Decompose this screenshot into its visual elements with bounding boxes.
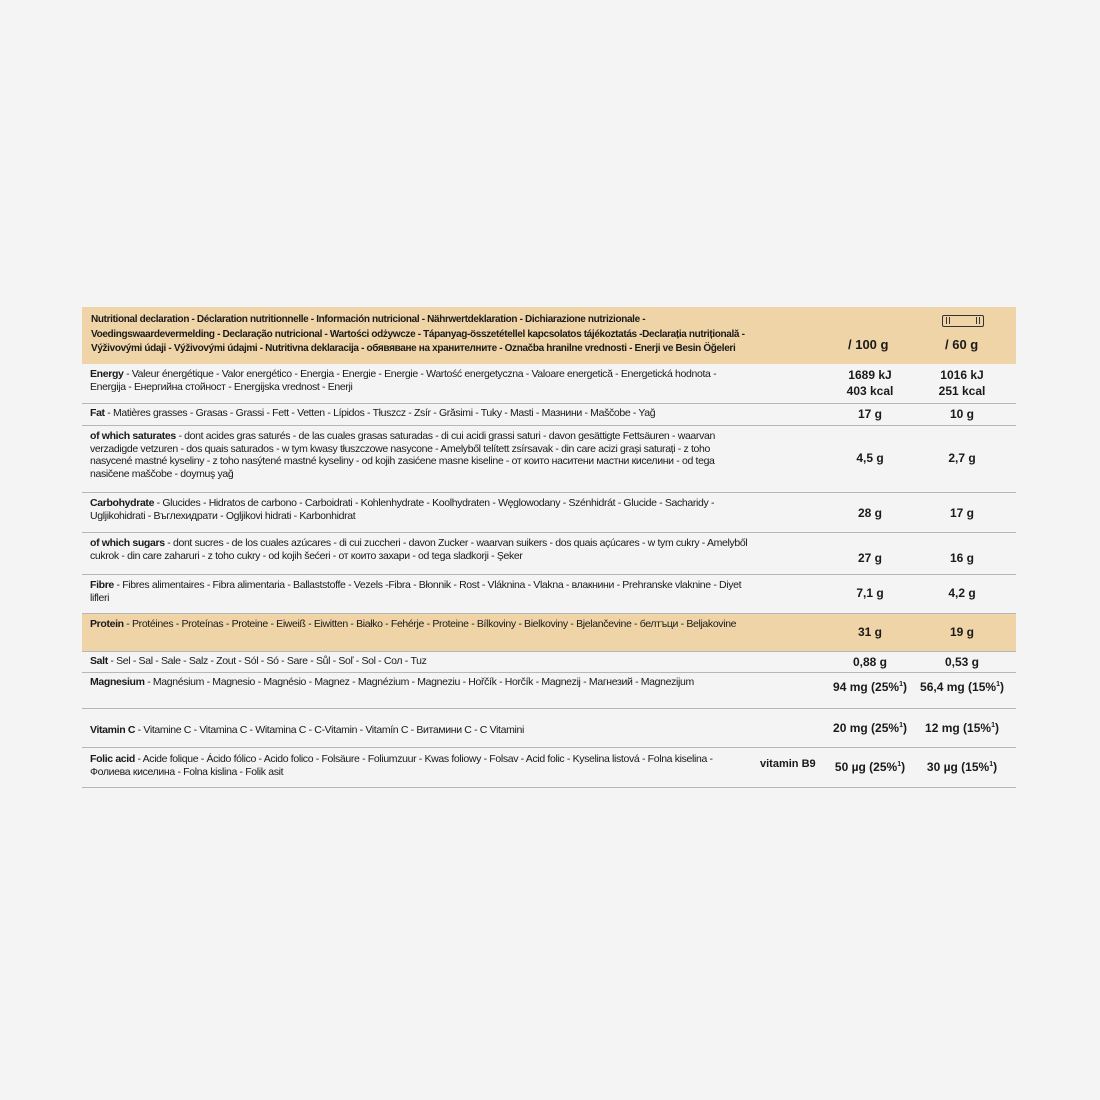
- value-per-60g: 4,2 g: [948, 586, 976, 600]
- nutrient-translations: - Glucides - Hidratos de carbono - Carboidrati - Kohlenhydrate - Koolhydraten - Węglowodany - Szénhidrát - Glucide - Sacharidy - Ugljikohidrati - Въглехидрати - Ogljikovi hidrati - Karbonhidrat: [90, 497, 715, 522]
- nutrient-name: Carbohydrate: [90, 497, 155, 509]
- table-row-energy: [82, 364, 1016, 404]
- nutrient-name: of which saturates: [90, 430, 176, 442]
- table-row-salt: [82, 652, 1016, 673]
- value-per-60g: 17 g: [949, 506, 974, 520]
- row-label: [90, 724, 750, 737]
- value-per-60g: 10 g: [949, 407, 974, 421]
- nutrient-name: Fibre: [90, 579, 114, 591]
- energy-kj: 1016 kJ: [940, 368, 984, 382]
- table-row-protein: [82, 614, 1016, 652]
- nutrient-translations: - dont sucres - de los cuales azúcares - di cui zuccheri - davon Zucker - waarvan suikers - dos quais açúcares - w tym cukry - Amelyből cukrok - din care zaharuri - z toho cukry - od kojih šećeri - от които захари - od tega sladkorji - Şeker: [90, 537, 748, 562]
- nutrient-name: of which sugars: [90, 537, 165, 549]
- value-per-100g: 28 g: [857, 506, 882, 520]
- value-per-100g: 27 g: [857, 551, 882, 565]
- energy-kj: 1689 kJ: [848, 368, 892, 382]
- value-per-60g: 30 µg (15%$^1$): [926, 760, 998, 774]
- nutrient-translations: - dont acides gras saturés - de las cuales grasas saturadas - di cui acidi grassi saturi - davon gesättigte Fettsäuren - waarvan verzadigde vetzuren - dos quais saturados - w tym kwasy tłuszczowe nasycone - Amelyből telített zsírsavak - din care acizi grași saturați - z toho nasycené mastné kyseliny - z toho nasýtené mastné kyseliny - od kojih zasićene masne kiseline - от които наситени мастни киселини - od tega nasičene maščobe - doymuş yağ: [90, 430, 715, 480]
- row-label: [90, 753, 750, 778]
- row-label: [90, 537, 750, 562]
- table-row-vitamin-c: [82, 709, 1016, 748]
- nutrient-translations: - Protéines - Proteínas - Proteine - Eiweiß - Eiwitten - Białko - Fehérje - Proteine - Bílkoviny - Bielkoviny - Bjelančevine - белтъци - Beljakovine: [123, 618, 737, 630]
- row-label: [90, 579, 750, 604]
- nutrient-translations: - Sel - Sal - Sale - Salz - Zout - Sól - Só - Sare - Sůl - Soľ - Sol - Сол - Tuz: [107, 655, 427, 667]
- value-per-60g: 12 mg (15%$^1$): [925, 721, 999, 735]
- nutrient-translations: - Acide folique - Ácido fólico - Acido folico - Folsäure - Foliumzuur - Kwas foliowy - Folsav - Acid folic - Kyselina listová - Folna kiselina - Фолиева киселина - Folna kislina - Folik asit: [90, 753, 713, 778]
- table-row-fat: [82, 404, 1016, 426]
- nutrient-name: Fat: [90, 407, 105, 419]
- table-row-carbohydrate: [82, 493, 1016, 533]
- nutrient-name: Magnesium: [90, 676, 145, 688]
- nutrient-translations: - Valeur énergétique - Valor energético - Energia - Energie - Energie - Wartość energetyczna - Valoare energetică - Energetická hodnota - Energija - Енергийна стойност - Energijska vrednost - Enerji: [90, 368, 717, 393]
- value-per-60g: 19 g: [949, 625, 974, 639]
- row-label: [90, 655, 750, 668]
- value-per-100g: 4,5 g: [856, 451, 884, 465]
- nutrient-name: Salt: [90, 655, 108, 667]
- nutrient-name: Energy: [90, 368, 124, 380]
- row-label: [90, 497, 750, 522]
- table-row-magnesium: [82, 673, 1016, 709]
- value-per-100g: 7,1 g: [856, 586, 884, 600]
- value-per-60g: [912, 367, 1012, 399]
- value-per-100g: 17 g: [857, 407, 882, 421]
- nutrient-name: Folic acid: [90, 753, 135, 765]
- row-label: [90, 368, 750, 393]
- nutrient-name: Protein: [90, 618, 124, 630]
- value-per-60g: 2,7 g: [948, 451, 976, 465]
- nutrient-translations: - Fibres alimentaires - Fibra alimentaria - Ballaststoffe - Vezels -Fibra - Błonnik - Rost - Vláknina - Vlakna - влакнини - Prehranske vlaknine - Diyet lifleri: [90, 579, 742, 604]
- table-header: [82, 307, 1016, 364]
- value-per-100g: [820, 367, 920, 399]
- bar-icon: [942, 315, 984, 327]
- energy-kcal: 403 kcal: [846, 384, 894, 398]
- value-per-100g: 0,88 g: [852, 655, 888, 669]
- value-per-100g: 94 mg (25%$^1$): [833, 680, 907, 694]
- value-per-60g: 0,53 g: [944, 655, 980, 669]
- value-per-100g: 50 µg (25%$^1$): [834, 760, 906, 774]
- column-per-100g: / 100 g: [848, 337, 889, 352]
- table-row-sugars: [82, 533, 1016, 575]
- header-languages: Nutritional declaration - Déclaration nutritionnelle - Información nutricional - Nährwertdeklaration - Dichiarazione nutrizionale - Voedingswaardevermelding - Declaração nutricional - Wartości odżywcze - Tápanyag-összetétellel kapcsolatos tájékoztatás -Declarația nutrițională - Výživovými údaji - Výživovými údajmi - Nutritivna deklaracija - обявяване на хранителните - Označba hranilne vrednosti - Enerji ve Besin Öğeleri: [91, 314, 745, 354]
- row-label: [90, 430, 750, 480]
- table-row-saturates: [82, 426, 1016, 493]
- nutrient-translations: - Matières grasses - Grasas - Grassi - Fett - Vetten - Lípidos - Tłuszcz - Zsír - Grăsimi - Tuky - Masti - Мазнини - Maščobe - Yağ: [104, 407, 656, 419]
- column-per-60g: / 60 g: [945, 337, 979, 352]
- nutrient-translations: - Vitamine C - Vitamina C - Witamina C - C-Vitamin - Vitamín C - Витамини C - C Vitamini: [135, 724, 524, 736]
- nutrient-translations: - Magnésium - Magnesio - Magnésio - Magnez - Magnézium - Magneziu - Hořčík - Horčík - Magnezij - Магнезий - Magnezijum: [144, 676, 694, 688]
- value-per-60g: 56,4 mg (15%$^1$): [920, 680, 1004, 694]
- row-label: [90, 618, 750, 631]
- table-row-fibre: [82, 575, 1016, 614]
- vitamin-b9-label: vitamin B9: [760, 758, 816, 770]
- energy-kcal: 251 kcal: [938, 384, 986, 398]
- value-per-100g: 31 g: [857, 625, 882, 639]
- nutrient-name: Vitamin C: [90, 724, 136, 736]
- row-label: [90, 676, 750, 689]
- table-row-folic-acid: [82, 748, 1016, 788]
- row-label: [90, 407, 750, 420]
- value-per-60g: 16 g: [949, 551, 974, 565]
- value-per-100g: 20 mg (25%$^1$): [833, 721, 907, 735]
- nutrition-table: [82, 307, 1016, 788]
